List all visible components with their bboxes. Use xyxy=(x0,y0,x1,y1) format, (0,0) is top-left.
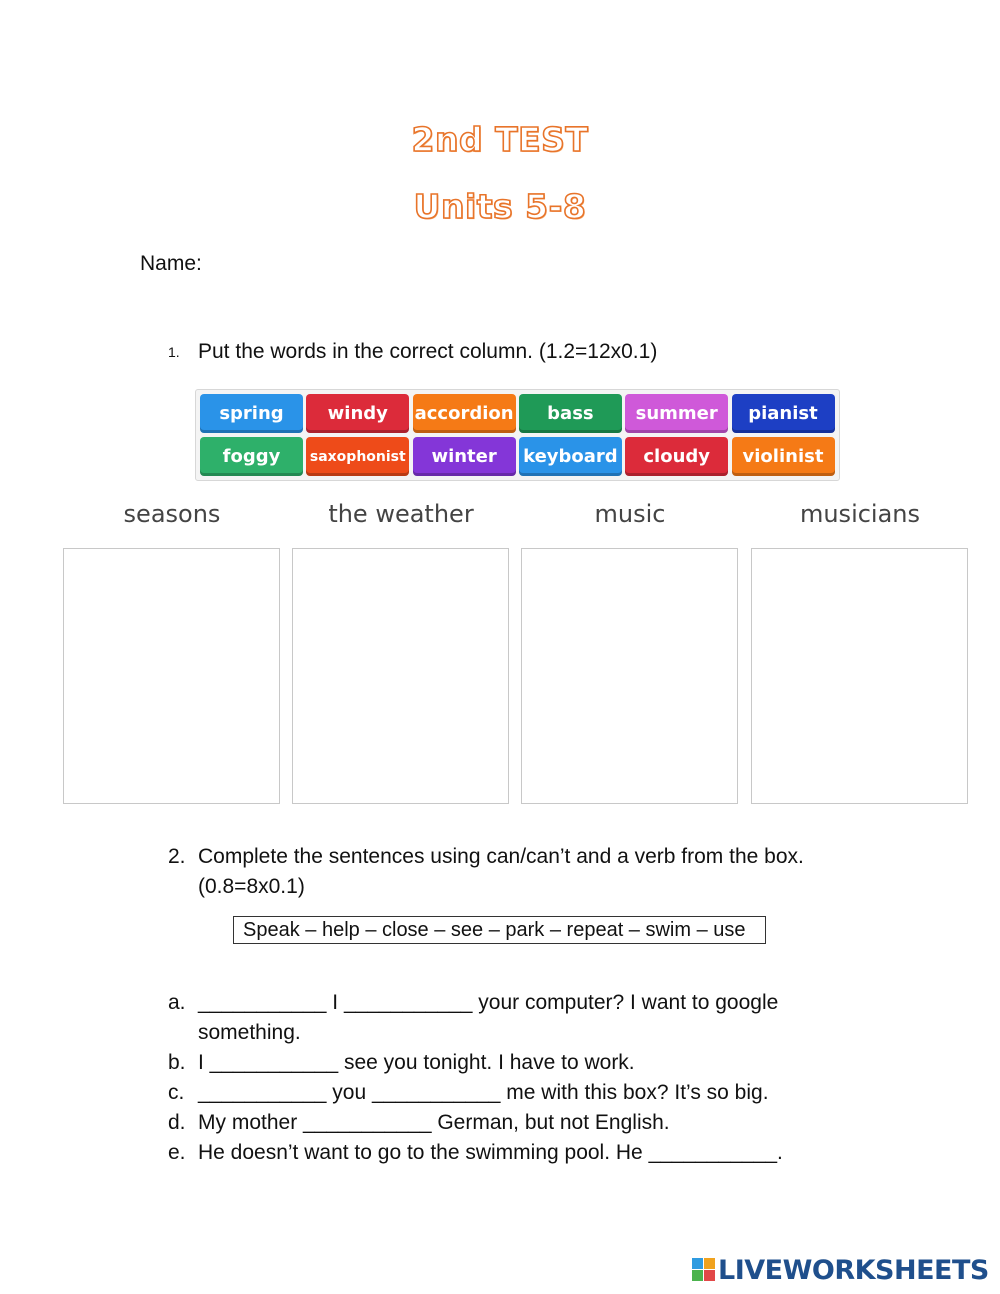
column-header-seasons: seasons xyxy=(123,500,221,528)
logo-text: LIVEWORKSHEETS xyxy=(718,1254,989,1286)
question-1-number: 1. xyxy=(168,344,180,360)
question-1-instruction: Put the words in the correct column. (1.2=12x0.1) xyxy=(198,340,658,363)
logo-grid-icon xyxy=(692,1258,716,1282)
word-tile-cloudy[interactable]: cloudy xyxy=(625,437,728,476)
word-tile-keyboard[interactable]: keyboard xyxy=(519,437,622,476)
drop-zone-music[interactable] xyxy=(521,548,738,804)
word-tile-pianist[interactable]: pianist xyxy=(732,394,835,433)
question-2-instruction: Complete the sentences using can/can’t and a verb from the box. (0.8=8x0.1) xyxy=(198,845,804,898)
word-tile-saxophonist[interactable]: saxophonist xyxy=(306,437,409,476)
word-tile-spring[interactable]: spring xyxy=(200,394,303,433)
verb-box: Speak – help – close – see – park – repeat – swim – use xyxy=(233,916,766,944)
word-tile-winter[interactable]: winter xyxy=(413,437,516,476)
word-tile-accordion[interactable]: accordion xyxy=(413,394,516,433)
drop-zone-musicians[interactable] xyxy=(751,548,968,804)
liveworksheets-logo[interactable] xyxy=(692,1255,989,1285)
question-2-number: 2. xyxy=(168,845,186,868)
word-tile-windy[interactable]: windy xyxy=(306,394,409,433)
drop-zone-seasons[interactable] xyxy=(63,548,280,804)
word-tile-summer[interactable]: summer xyxy=(625,394,728,433)
sentence-letter: c. xyxy=(168,1081,185,1104)
sentence-text[interactable]: I ___________ see you tonight. I have to work. xyxy=(198,1051,635,1074)
word-tile-bass[interactable]: bass xyxy=(519,394,622,433)
sentence-text[interactable]: ___________ I ___________ your computer? I want to google something. xyxy=(198,991,779,1044)
word-tile-panel xyxy=(195,389,840,481)
test-title: 2nd TEST xyxy=(411,120,589,159)
sentence-letter: b. xyxy=(168,1051,186,1074)
sentence-letter: e. xyxy=(168,1141,186,1164)
word-tile-foggy[interactable]: foggy xyxy=(200,437,303,476)
sentence-text[interactable]: He doesn’t want to go to the swimming pool. He ___________. xyxy=(198,1141,783,1164)
sentence-text[interactable]: My mother ___________ German, but not English. xyxy=(198,1111,670,1134)
column-header-weather: the weather xyxy=(328,500,474,528)
word-tile-violinist[interactable]: violinist xyxy=(732,437,835,476)
sentence-text[interactable]: ___________ you ___________ me with this box? It’s so big. xyxy=(198,1081,769,1104)
column-header-music: music xyxy=(594,500,666,528)
name-label: Name: xyxy=(140,252,202,275)
sentence-letter: d. xyxy=(168,1111,186,1134)
test-subtitle: Units 5-8 xyxy=(413,187,587,226)
drop-zone-weather[interactable] xyxy=(292,548,509,804)
sentence-letter: a. xyxy=(168,991,186,1014)
column-header-musicians: musicians xyxy=(799,500,921,528)
